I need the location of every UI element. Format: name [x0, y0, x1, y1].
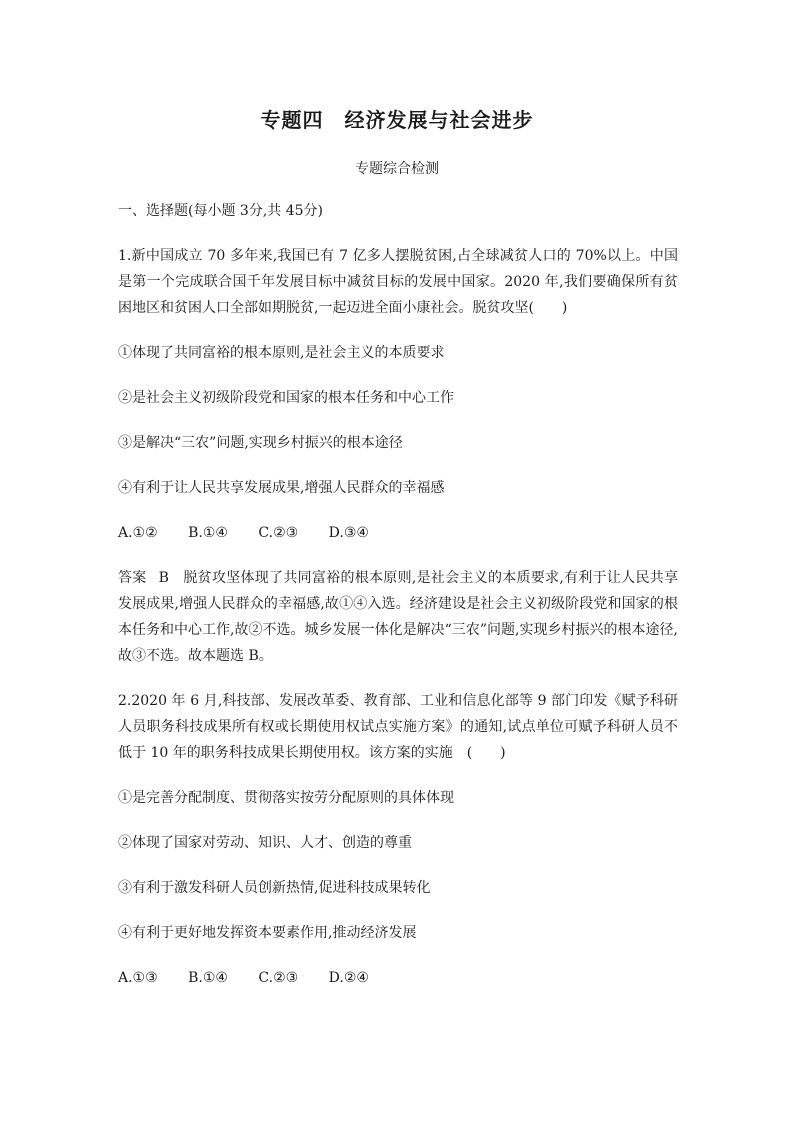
page-title: 专题四 经济发展与社会进步 — [260, 108, 534, 132]
question-1-option-b: B.①④ — [188, 525, 228, 541]
question-2-statement-1: ①是完善分配制度、贯彻落实按劳分配原则的具体体现 — [118, 790, 454, 806]
answer-label: 答案 — [118, 570, 147, 586]
question-1-options — [118, 520, 678, 546]
question-2-option-d: D.②④ — [328, 970, 369, 986]
question-2-stem: 2.2020 年 6 月,科技部、发展改革委、教育部、工业和信息化部等 9 部门印发《赋予科研人员职务科技成果所有权或长期使用权试点实施方案》的通知,试点单位可赋予科研人员不低于 10 年的职务科技成果长期使用权。该方案的实施 ( ) — [118, 693, 678, 761]
question-2-statement-3: ③有利于激发科研人员创新热情,促进科技成果转化 — [118, 880, 431, 896]
question-2-option-b: B.①④ — [188, 970, 228, 986]
section-heading: 一、选择题(每小题 3分,共 45分) — [118, 203, 323, 219]
question-2-statement-2: ②体现了国家对劳动、知识、人才、创造的尊重 — [118, 835, 412, 851]
page-subtitle: 专题综合检测 — [355, 161, 439, 177]
question-1-option-d: D.③④ — [328, 525, 369, 541]
document-content — [118, 198, 678, 1010]
question-2-options — [118, 965, 678, 991]
question-1-option-c: C.②③ — [258, 525, 299, 541]
question-2-option-c: C.②③ — [258, 970, 299, 986]
question-1-statement-1: ①体现了共同富裕的根本原则,是社会主义的本质要求 — [118, 345, 445, 361]
question-1-statement-4: ④有利于让人民共享发展成果,增强人民群众的幸福感 — [118, 480, 445, 496]
question-1-stem: 1.新中国成立 70 多年来,我国已有 7 亿多人摆脱贫困,占全球减贫人口的 70%以上。中国是第一个完成联合国千年发展目标中减贫目标的发展中国家。2020 年,我们要确保所有贫困地区和贫困人口全部如期脱贫,一起迈进全面小康社会。脱贫攻坚( ) — [118, 248, 678, 316]
question-2-option-a: A.①③ — [118, 970, 158, 986]
question-2-statement-4: ④有利于更好地发挥资本要素作用,推动经济发展 — [118, 925, 417, 941]
answer-text: B 脱贫攻坚体现了共同富裕的根本原则,是社会主义的本质要求,有利于让人民共享发展成果,增强人民群众的幸福感,故①④入选。经济建设是社会主义初级阶段党和国家的根本任务和中心工作,故②不选。城乡发展一体化是解决“三农”问题,实现乡村振兴的根本途径,故③不选。故本题选 B。 — [118, 570, 679, 664]
question-1-option-a: A.①② — [118, 525, 158, 541]
question-1-answer — [118, 565, 678, 669]
question-1-statement-3: ③是解决“三农”问题,实现乡村振兴的根本途径 — [118, 435, 403, 451]
question-1-statement-2: ②是社会主义初级阶段党和国家的根本任务和中心工作 — [118, 390, 454, 406]
